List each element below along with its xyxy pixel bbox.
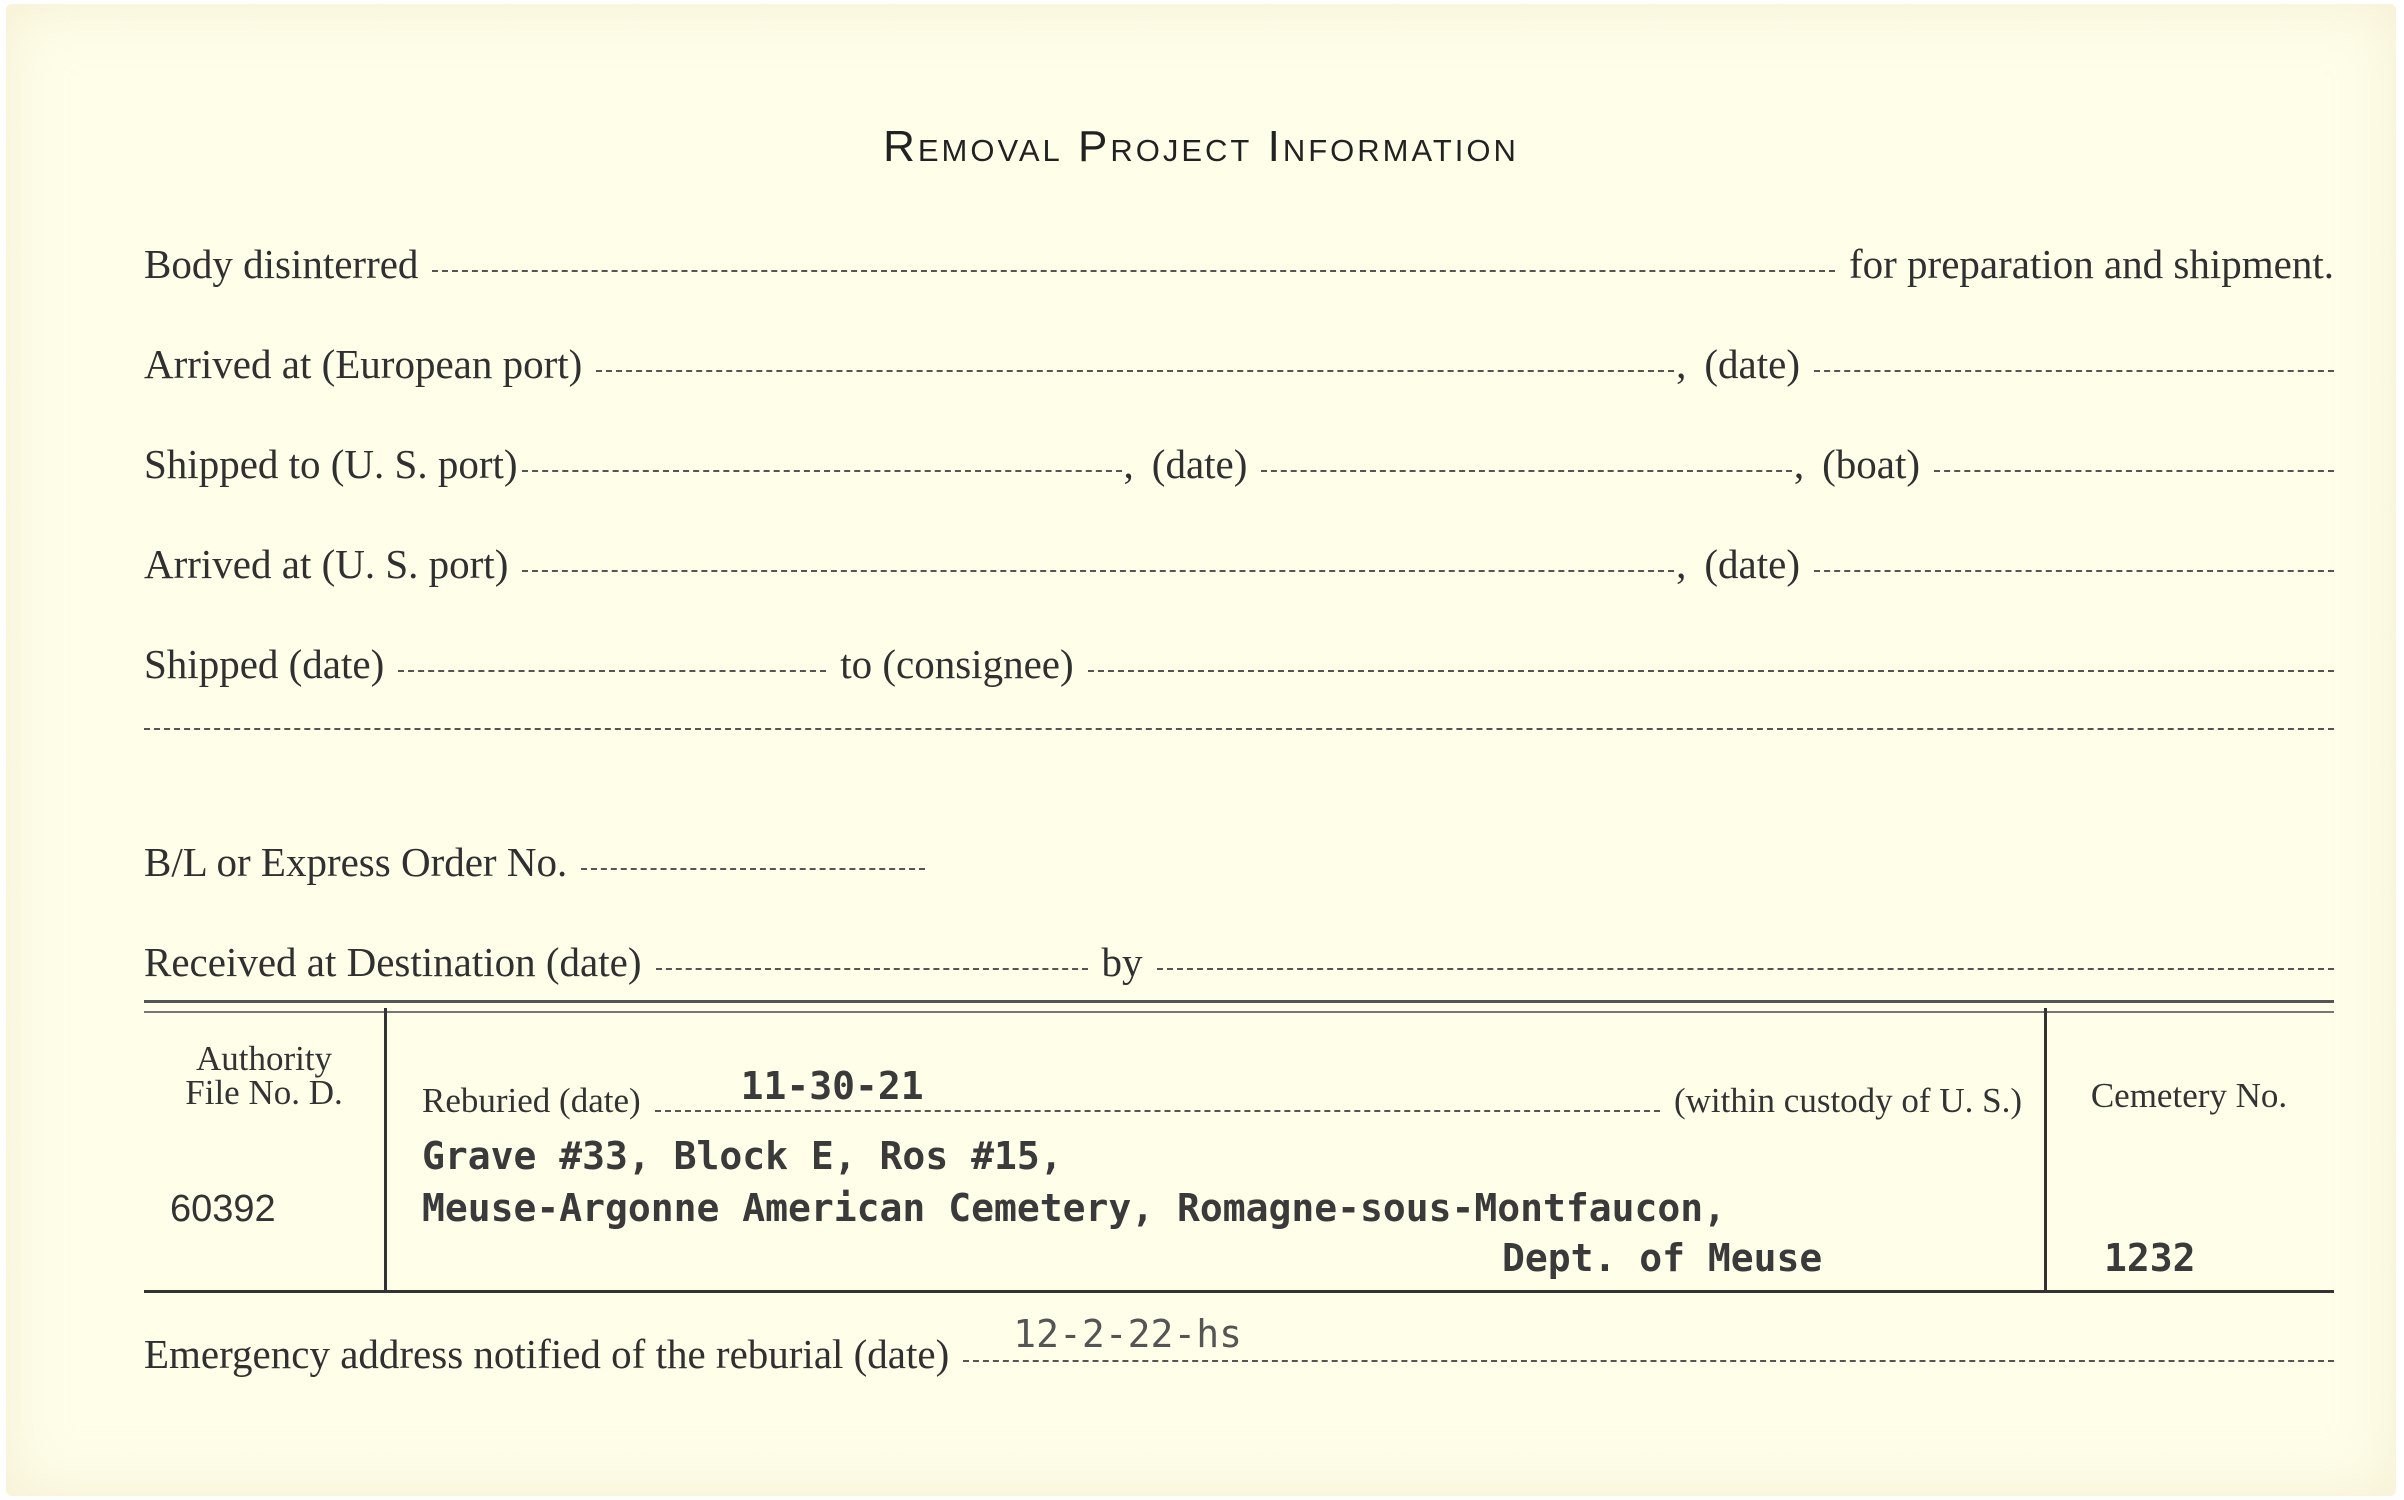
boat-field[interactable] xyxy=(1934,470,2334,472)
reburied-date-field[interactable] xyxy=(655,1064,1660,1112)
column-divider-left xyxy=(384,1008,387,1290)
to-consignee-label: to (consignee) xyxy=(840,641,1074,687)
reburied-row xyxy=(422,1064,2022,1121)
received-destination-row xyxy=(144,938,2334,998)
body-disinterred-row xyxy=(144,240,2334,300)
body-disinterred-label: Body disinterred xyxy=(144,241,419,287)
bl-order-field[interactable] xyxy=(581,868,925,870)
authority-label-line-1: Authority xyxy=(195,1039,333,1078)
arrived-us-port-field[interactable] xyxy=(522,570,1674,572)
grave-location-line-1: Grave #33, Block E, Ros #15, xyxy=(422,1134,1063,1178)
body-disinterred-field[interactable] xyxy=(432,270,1835,272)
column-divider-right xyxy=(2044,1008,2047,1290)
authority-file-number: 60392 xyxy=(170,1188,276,1230)
received-destination-date-field[interactable] xyxy=(656,968,1088,970)
shipped-us-port-label: Shipped to (U. S. port) xyxy=(144,441,518,487)
consignee-continuation-row xyxy=(144,734,2334,794)
body-disinterred-suffix: for preparation and shipment. xyxy=(1848,241,2334,287)
arrived-european-label: Arrived at (European port) xyxy=(144,341,583,387)
arrived-us-port-row xyxy=(144,540,2334,600)
emergency-row xyxy=(144,1312,2334,1390)
arrived-european-date-label: (date) xyxy=(1704,341,1800,387)
reburial-section xyxy=(144,1008,2334,1293)
shipped-us-port-row xyxy=(144,440,2334,500)
custody-label: (within custody of U. S.) xyxy=(1673,1081,2022,1120)
authority-label-line-2: File No. D. xyxy=(185,1073,343,1112)
boat-label: (boat) xyxy=(1822,441,1920,487)
comma-separator: , xyxy=(1676,341,1687,387)
emergency-date-field[interactable] xyxy=(963,1312,2334,1362)
comma-separator: , xyxy=(1123,441,1134,487)
cemetery-number: 1232 xyxy=(2104,1236,2196,1280)
grave-location-line-2: Meuse-Argonne American Cemetery, Romagne-sous-Montfaucon, xyxy=(422,1186,1727,1230)
shipped-us-port-field[interactable] xyxy=(522,470,1122,472)
arrived-european-field[interactable] xyxy=(596,370,1674,372)
consignee-continuation-field[interactable] xyxy=(144,728,2334,730)
arrived-us-date-field[interactable] xyxy=(1814,570,2334,572)
authority-label xyxy=(144,1039,384,1112)
bl-order-row xyxy=(144,838,2334,898)
reburied-date-value: 11-30-21 xyxy=(740,1064,924,1108)
consignee-field[interactable] xyxy=(1088,670,2334,672)
emergency-label: Emergency address notified of the reburial (date) xyxy=(144,1331,950,1377)
shipped-us-date-label: (date) xyxy=(1151,441,1248,487)
page-title: Removal Project Information xyxy=(883,122,1519,171)
bl-order-label: B/L or Express Order No. xyxy=(144,839,568,885)
arrived-us-port-label: Arrived at (U. S. port) xyxy=(144,541,509,587)
received-by-field[interactable] xyxy=(1157,968,2335,970)
arrived-european-date-field[interactable] xyxy=(1814,370,2334,372)
comma-separator: , xyxy=(1676,541,1687,587)
emergency-date-value: 12-2-22-hs xyxy=(1013,1312,1243,1356)
record-card xyxy=(6,4,2396,1496)
shipped-date-field[interactable] xyxy=(398,670,826,672)
arrived-us-date-label: (date) xyxy=(1704,541,1800,587)
shipped-date-row xyxy=(144,640,2334,700)
received-destination-label: Received at Destination (date) xyxy=(144,939,642,985)
cemetery-label: Cemetery No. xyxy=(2090,1076,2288,1115)
grave-location-line-3: Dept. of Meuse xyxy=(1502,1236,1823,1280)
shipped-date-label: Shipped (date) xyxy=(144,641,385,687)
reburied-label: Reburied (date) xyxy=(422,1081,641,1120)
comma-separator: , xyxy=(1793,441,1805,487)
shipped-us-date-field[interactable] xyxy=(1261,470,1791,472)
arrived-european-row xyxy=(144,340,2334,400)
by-label: by xyxy=(1101,939,1143,985)
